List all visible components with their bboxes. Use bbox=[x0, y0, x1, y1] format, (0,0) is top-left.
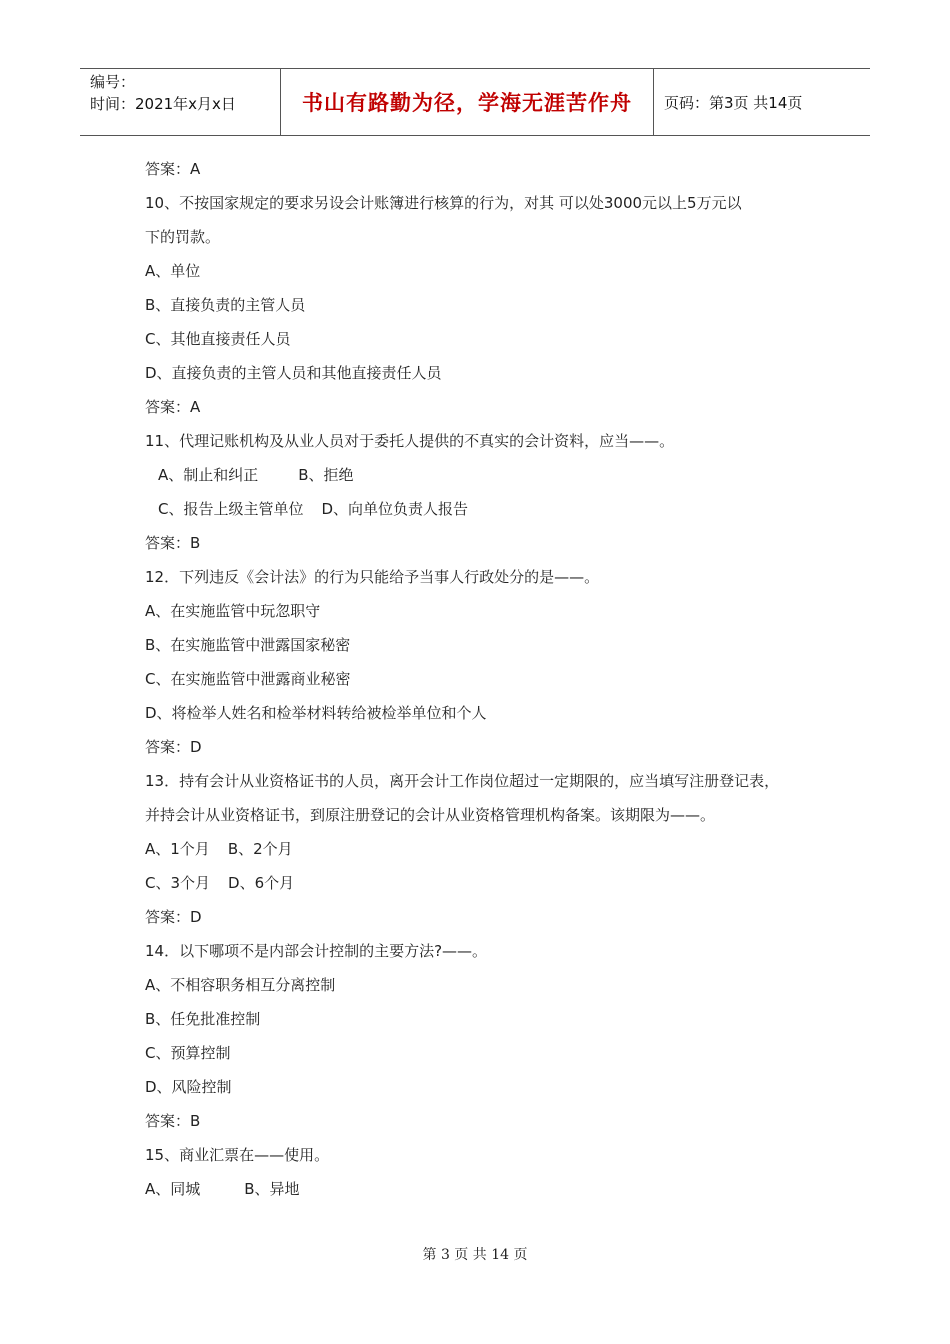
document-body bbox=[145, 152, 845, 1206]
option-line: D、风险控制 bbox=[145, 1078, 232, 1096]
question-10: 10、不按国家规定的要求另设会计账簿进行核算的行为，对其 可以处3000元以上5万元以 bbox=[145, 194, 742, 212]
option-item: A、制止和纠正 bbox=[158, 466, 259, 484]
option-line: A、不相容职务相互分离控制 bbox=[145, 976, 336, 994]
option-item: D、向单位负责人报告 bbox=[321, 500, 469, 518]
option-line: C、预算控制 bbox=[145, 1044, 231, 1062]
question-13-cont: 并持会计从业资格证书，到原注册登记的会计从业资格管理机构备案。该期限为——。 bbox=[145, 806, 716, 824]
motto-text: 书山有路勤为径，学海无涯苦作舟 bbox=[302, 90, 632, 115]
option-item: C、报告上级主管单位 bbox=[158, 500, 304, 518]
option-item: D、6个月 bbox=[228, 874, 295, 892]
page-header bbox=[80, 68, 870, 136]
answer-line: 答案：B bbox=[145, 534, 201, 552]
page-footer: 第 3 页 共 14 页 bbox=[422, 1247, 528, 1263]
answer-line: 答案：B bbox=[145, 1112, 201, 1130]
option-line: C、在实施监管中泄露商业秘密 bbox=[145, 670, 351, 688]
option-item: B、拒绝 bbox=[298, 466, 354, 484]
answer-line: 答案：A bbox=[145, 160, 201, 178]
option-line: A、单位 bbox=[145, 262, 201, 280]
answer-line: 答案：D bbox=[145, 908, 202, 926]
question-12: 12．下列违反《会计法》的行为只能给予当事人行政处分的是——。 bbox=[145, 568, 600, 586]
option-item: A、同城 bbox=[145, 1180, 201, 1198]
option-line: D、直接负责的主管人员和其他直接责任人员 bbox=[145, 364, 442, 382]
question-15: 15、商业汇票在——使用。 bbox=[145, 1146, 330, 1164]
option-line: D、将检举人姓名和检举材料转给被检举单位和个人 bbox=[145, 704, 487, 722]
question-10-cont: 下的罚款。 bbox=[145, 228, 221, 246]
answer-line: 答案：A bbox=[145, 398, 201, 416]
header-motto bbox=[281, 69, 654, 135]
option-item: B、异地 bbox=[244, 1180, 300, 1198]
option-row bbox=[145, 492, 845, 526]
option-row bbox=[145, 1172, 845, 1206]
option-line: B、任免批准控制 bbox=[145, 1010, 261, 1028]
question-14: 14．以下哪项不是内部会计控制的主要方法?——。 bbox=[145, 942, 488, 960]
document-number: 编号： bbox=[90, 73, 136, 91]
option-line: B、在实施监管中泄露国家秘密 bbox=[145, 636, 351, 654]
option-item: C、3个月 bbox=[145, 874, 211, 892]
option-line: C、其他直接责任人员 bbox=[145, 330, 291, 348]
option-row bbox=[145, 866, 845, 900]
option-row bbox=[145, 458, 845, 492]
option-item: B、2个月 bbox=[227, 840, 293, 858]
page-indicator: 页码：第3页 共14页 bbox=[664, 93, 803, 112]
option-line: B、直接负责的主管人员 bbox=[145, 296, 306, 314]
question-13: 13．持有会计从业资格证书的人员，离开会计工作岗位超过一定期限的，应当填写注册登记表， bbox=[145, 772, 780, 790]
option-item: A、1个月 bbox=[145, 840, 210, 858]
option-line: A、在实施监管中玩忽职守 bbox=[145, 602, 321, 620]
answer-line: 答案：D bbox=[145, 738, 202, 756]
option-row bbox=[145, 832, 845, 866]
header-page-info bbox=[654, 69, 870, 135]
header-meta bbox=[80, 69, 281, 135]
question-11: 11、代理记账机构及从业人员对于委托人提供的不真实的会计资料，应当——。 bbox=[145, 432, 675, 450]
document-date: 时间：2021年x月x日 bbox=[90, 95, 236, 113]
